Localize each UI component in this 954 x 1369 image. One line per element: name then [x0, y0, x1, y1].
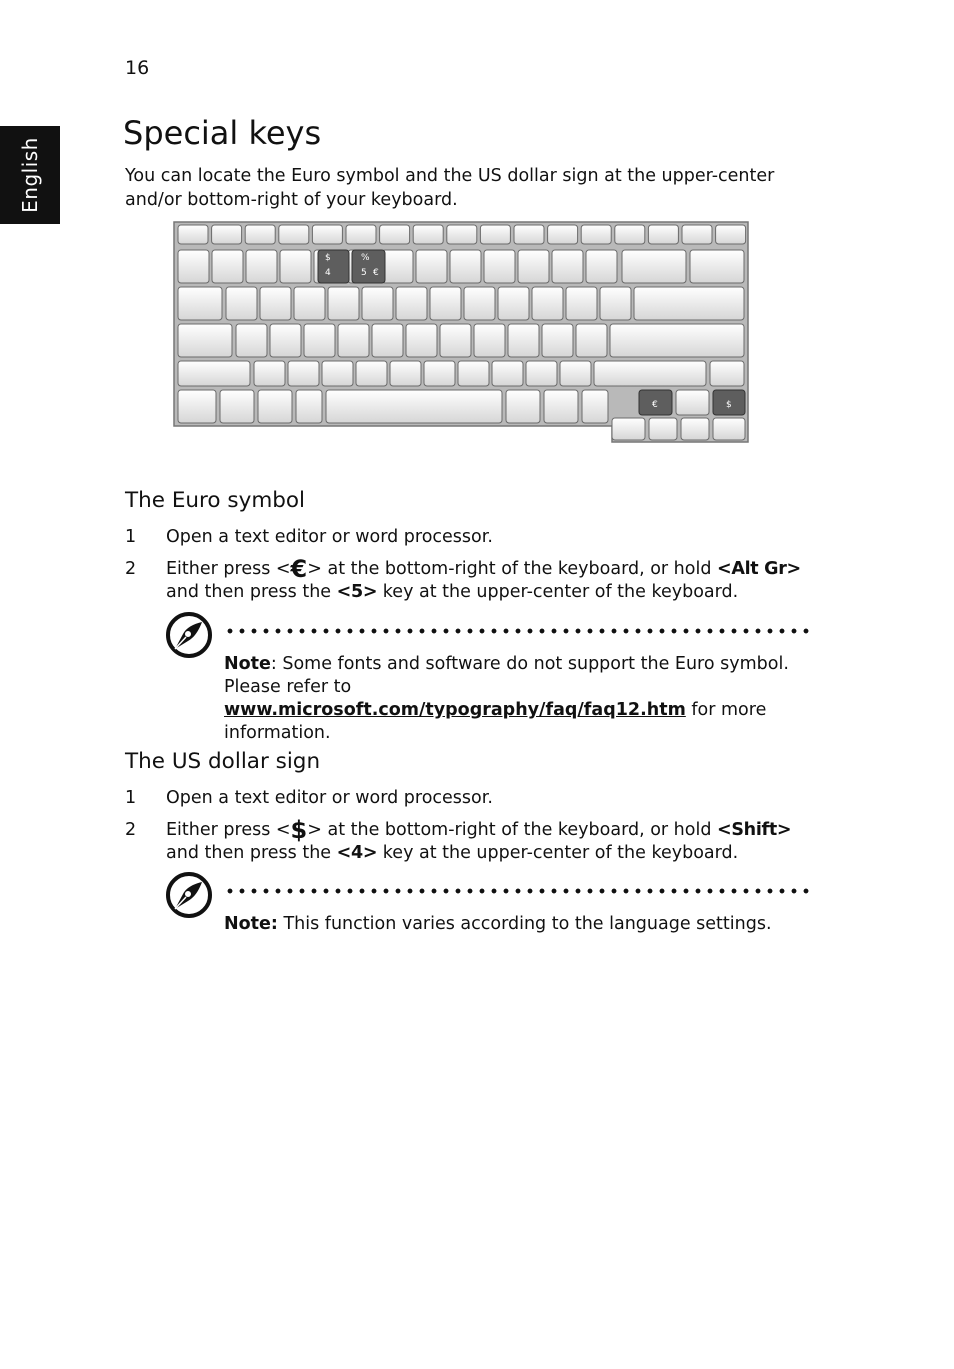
- step-text-part: Either press <: [166, 559, 291, 579]
- step-number: 1: [125, 788, 137, 808]
- note-label: Note: [224, 654, 271, 674]
- keyboard-key: [690, 250, 744, 283]
- step-number: 2: [125, 820, 137, 840]
- keyboard-key: [362, 287, 393, 320]
- keyboard-key: [260, 287, 291, 320]
- shift-key-label: <Shift>: [717, 820, 792, 840]
- note-pen-icon: [166, 612, 212, 658]
- keyboard-key: [484, 250, 515, 283]
- note-text-part: : Some fonts and software do not support the Euro symbol. Please refer to: [224, 654, 789, 697]
- keyboard-key: [560, 361, 591, 386]
- key-percent-label: %: [361, 253, 370, 263]
- keyboard-key: [506, 390, 540, 423]
- keyboard-key: [280, 250, 311, 283]
- keyboard-key: [492, 361, 523, 386]
- step-text: [166, 816, 806, 865]
- note-text-part: for more information.: [224, 700, 767, 743]
- keyboard-key: [430, 287, 461, 320]
- keyboard-key: [178, 361, 250, 386]
- keyboard-key: [406, 324, 437, 357]
- keyboard-key: [356, 361, 387, 386]
- keyboard-key: [270, 324, 301, 357]
- keyboard-key: [294, 287, 325, 320]
- key-euro-label: €: [373, 268, 379, 278]
- keyboard-key: [474, 324, 505, 357]
- step-text-part: key at the upper-center of the keyboard.: [377, 582, 739, 602]
- keyboard-key: [226, 287, 257, 320]
- euro-symbol-icon: €: [290, 555, 308, 583]
- keyboard-key: [458, 361, 489, 386]
- keyboard-illustration: [170, 220, 752, 446]
- key-four-label: 4: [325, 268, 331, 278]
- step-text-part: key at the upper-center of the keyboard.: [377, 843, 739, 863]
- keyboard-key: [296, 390, 322, 423]
- note-label: Note:: [224, 914, 278, 934]
- keyboard-key: [258, 390, 292, 423]
- step-text: [166, 555, 806, 604]
- note-divider: [224, 888, 810, 894]
- euro-heading: The Euro symbol: [125, 488, 306, 513]
- keyboard-key: [382, 250, 413, 283]
- typography-faq-link[interactable]: www.microsoft.com/typography/faq/faq12.htm: [224, 700, 686, 720]
- step-text-part: > at the bottom-right of the keyboard, or hold: [307, 559, 717, 579]
- keyboard-key: [514, 225, 544, 244]
- note-pen-icon: [166, 872, 212, 918]
- keyboard-key: [713, 418, 745, 440]
- keyboard-key: [450, 250, 481, 283]
- step-text-part: and then press the: [166, 582, 337, 602]
- keyboard-key: [326, 390, 502, 423]
- keyboard-key: [542, 324, 573, 357]
- keyboard-key: [548, 225, 578, 244]
- keyboard-key: [634, 287, 744, 320]
- keyboard-key: [372, 324, 403, 357]
- step-text-part: and then press the: [166, 843, 337, 863]
- keyboard-key: [390, 361, 421, 386]
- keyboard-key: [178, 250, 209, 283]
- keyboard-key: [508, 324, 539, 357]
- step-number: 2: [125, 559, 137, 579]
- step-text-part: Either press <: [166, 820, 291, 840]
- keyboard-key: [178, 390, 216, 423]
- keyboard-key: [322, 361, 353, 386]
- keyboard-key: [716, 225, 746, 244]
- keyboard-key: [610, 324, 744, 357]
- step-text: Open a text editor or word processor.: [166, 788, 493, 808]
- keyboard-key: [413, 225, 443, 244]
- alt-gr-key-label: <Alt Gr>: [717, 559, 801, 579]
- keyboard-key: [396, 287, 427, 320]
- keyboard-key: [576, 324, 607, 357]
- keyboard-key: [346, 225, 376, 244]
- keyboard-key: [212, 225, 242, 244]
- page-title: Special keys: [123, 114, 322, 152]
- keyboard-key: [648, 225, 678, 244]
- keyboard-key: [464, 287, 495, 320]
- key-bottom-euro-label: €: [652, 400, 658, 410]
- keyboard-key: [710, 361, 744, 386]
- step-text-part: > at the bottom-right of the keyboard, or hold: [307, 820, 717, 840]
- keyboard-key: [246, 250, 277, 283]
- key-five-label: 5: [361, 268, 367, 278]
- keyboard-key: [594, 361, 706, 386]
- keyboard-key: [178, 324, 232, 357]
- note-text-part: This function varies according to the language settings.: [277, 914, 772, 934]
- keyboard-key: [245, 225, 275, 244]
- keyboard-key: [649, 418, 677, 440]
- key-bottom-dollar-label: $: [726, 400, 732, 410]
- keyboard-key: [518, 250, 549, 283]
- language-side-tab: [0, 126, 60, 224]
- dollar-heading: The US dollar sign: [125, 749, 321, 774]
- keyboard-key: [544, 390, 578, 423]
- keyboard-key: [424, 361, 455, 386]
- keyboard-key: [566, 287, 597, 320]
- keyboard-key: [586, 250, 617, 283]
- dollar-symbol-icon: $: [290, 816, 308, 844]
- intro-paragraph: You can locate the Euro symbol and the US dollar sign at the upper-center and/or bottom-right of your keyboard.: [125, 166, 775, 210]
- step-number: 1: [125, 527, 137, 547]
- page-number: 16: [125, 57, 150, 79]
- keyboard-key: [236, 324, 267, 357]
- keyboard-key: [380, 225, 410, 244]
- keyboard-key: [338, 324, 369, 357]
- keyboard-key: [682, 225, 712, 244]
- keyboard-key: [416, 250, 447, 283]
- keyboard-key: [600, 287, 631, 320]
- keyboard-key: [312, 225, 342, 244]
- keyboard-key: [612, 418, 645, 440]
- step-text: Open a text editor or word processor.: [166, 527, 493, 547]
- keyboard-key: [212, 250, 243, 283]
- dollar-note: [224, 913, 804, 936]
- keyboard-key: [288, 361, 319, 386]
- keyboard-key: [532, 287, 563, 320]
- four-key-label: <4>: [336, 843, 378, 863]
- dollar-four-key: [318, 250, 349, 283]
- keyboard-key: [254, 361, 285, 386]
- keyboard-key: [279, 225, 309, 244]
- note-divider: [224, 628, 810, 634]
- five-key-label: <5>: [336, 582, 378, 602]
- keyboard-key: [304, 324, 335, 357]
- keyboard-key: [178, 225, 208, 244]
- keyboard-key: [615, 225, 645, 244]
- keyboard-key: [581, 225, 611, 244]
- keyboard-key: [681, 418, 709, 440]
- keyboard-key: [447, 225, 477, 244]
- keyboard-key: [498, 287, 529, 320]
- keyboard-key: [328, 287, 359, 320]
- keyboard-key: [440, 324, 471, 357]
- key-dollar-label: $: [325, 253, 331, 263]
- keyboard-key: [220, 390, 254, 423]
- keyboard-key: [582, 390, 608, 423]
- keyboard-key: [622, 250, 686, 283]
- euro-note: [224, 653, 804, 745]
- keyboard-key: [178, 287, 222, 320]
- keyboard-key: [526, 361, 557, 386]
- side-tab-label: English: [18, 137, 42, 213]
- keyboard-key: [480, 225, 510, 244]
- keyboard-key: [676, 390, 709, 415]
- keyboard-key: [552, 250, 583, 283]
